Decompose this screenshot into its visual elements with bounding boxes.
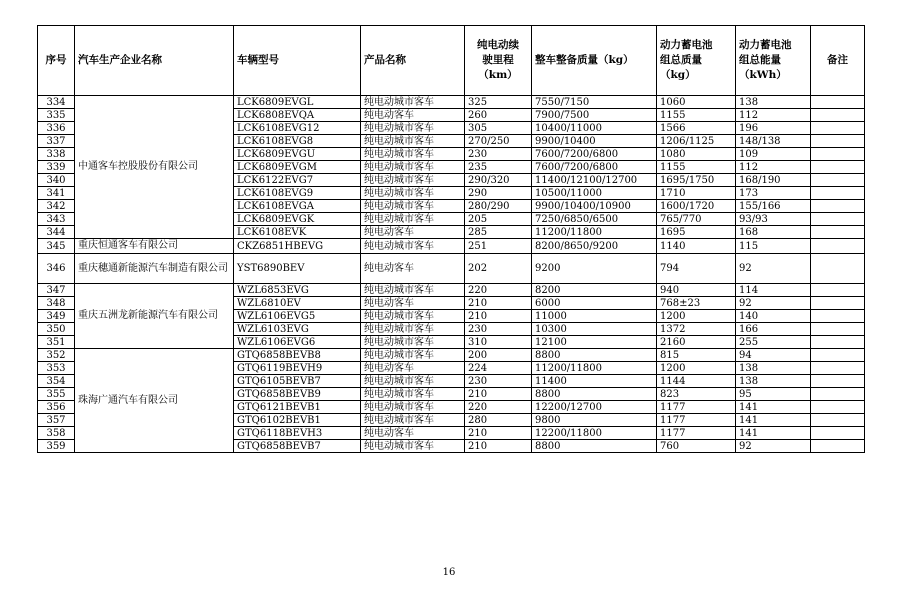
cell-battery-mass: 1710 [657, 187, 736, 200]
cell-battery-energy: 114 [736, 284, 811, 297]
cell-mass: 11400/12100/12700 [532, 174, 657, 187]
cell-battery-energy: 168/190 [736, 174, 811, 187]
cell-battery-mass: 794 [657, 254, 736, 284]
cell-company: 重庆穗通新能源汽车制造有限公司 [75, 254, 234, 284]
cell-range: 210 [465, 427, 532, 440]
cell-battery-energy: 173 [736, 187, 811, 200]
cell-mass: 8800 [532, 388, 657, 401]
cell-seq: 358 [38, 427, 75, 440]
header-mass: 整车整备质量（kg） [532, 26, 657, 96]
cell-range: 305 [465, 122, 532, 135]
cell-model: WZL6106EVG5 [234, 310, 361, 323]
cell-seq: 354 [38, 375, 75, 388]
table-row [38, 349, 865, 362]
cell-note [811, 226, 865, 239]
cell-seq: 357 [38, 414, 75, 427]
cell-note [811, 122, 865, 135]
cell-product: 纯电动城市客车 [361, 401, 465, 414]
cell-battery-mass: 1177 [657, 427, 736, 440]
cell-note [811, 375, 865, 388]
cell-battery-mass: 1372 [657, 323, 736, 336]
cell-product: 纯电动城市客车 [361, 122, 465, 135]
cell-model: LCK6809EVGK [234, 213, 361, 226]
cell-product: 纯电动城市客车 [361, 336, 465, 349]
cell-note [811, 174, 865, 187]
cell-range: 230 [465, 323, 532, 336]
page-number: 16 [442, 567, 456, 578]
cell-product: 纯电动城市客车 [361, 200, 465, 213]
cell-range: 235 [465, 161, 532, 174]
cell-range: 280/290 [465, 200, 532, 213]
cell-battery-energy: 112 [736, 161, 811, 174]
cell-product: 纯电动城市客车 [361, 213, 465, 226]
cell-note [811, 161, 865, 174]
cell-model: GTQ6102BEVB1 [234, 414, 361, 427]
cell-seq: 342 [38, 200, 75, 213]
table-row [38, 284, 865, 297]
cell-battery-energy: 138 [736, 96, 811, 109]
cell-product: 纯电动城市客车 [361, 96, 465, 109]
cell-battery-mass: 1155 [657, 109, 736, 122]
cell-range: 310 [465, 336, 532, 349]
header-battery-energy-line3: （kWh） [739, 69, 787, 81]
cell-mass: 11200/11800 [532, 226, 657, 239]
cell-range: 200 [465, 349, 532, 362]
cell-seq: 337 [38, 135, 75, 148]
cell-mass: 7600/7200/6800 [532, 161, 657, 174]
cell-battery-energy: 168 [736, 226, 811, 239]
header-battery-mass-line2: 组总质量 [660, 54, 702, 66]
cell-mass: 7600/7200/6800 [532, 148, 657, 161]
cell-note [811, 414, 865, 427]
cell-battery-energy: 141 [736, 427, 811, 440]
cell-note [811, 96, 865, 109]
cell-battery-mass: 815 [657, 349, 736, 362]
cell-mass: 7550/7150 [532, 96, 657, 109]
cell-range: 210 [465, 310, 532, 323]
cell-battery-energy: 155/166 [736, 200, 811, 213]
cell-mass: 7250/6850/6500 [532, 213, 657, 226]
header-battery-energy [736, 26, 811, 96]
cell-seq: 343 [38, 213, 75, 226]
cell-battery-energy: 148/138 [736, 135, 811, 148]
cell-battery-energy: 94 [736, 349, 811, 362]
cell-product: 纯电动客车 [361, 427, 465, 440]
cell-product: 纯电动城市客车 [361, 323, 465, 336]
header-battery-energy-line2: 组总能量 [739, 54, 781, 66]
cell-battery-mass: 940 [657, 284, 736, 297]
cell-company: 重庆恒通客车有限公司 [75, 239, 234, 254]
cell-battery-mass: 1140 [657, 239, 736, 254]
cell-range: 205 [465, 213, 532, 226]
cell-range: 210 [465, 440, 532, 453]
cell-model: WZL6106EVG6 [234, 336, 361, 349]
cell-battery-mass: 765/770 [657, 213, 736, 226]
cell-product: 纯电动城市客车 [361, 148, 465, 161]
header-battery-energy-line1: 动力蓄电池 [739, 39, 792, 51]
cell-seq: 338 [38, 148, 75, 161]
cell-mass: 11200/11800 [532, 362, 657, 375]
cell-model: LCK6108EVG9 [234, 187, 361, 200]
cell-product: 纯电动客车 [361, 297, 465, 310]
cell-note [811, 148, 865, 161]
cell-range: 280 [465, 414, 532, 427]
cell-mass: 12200/12700 [532, 401, 657, 414]
cell-note [811, 109, 865, 122]
cell-model: GTQ6858BEVB9 [234, 388, 361, 401]
cell-company: 珠海广通汽车有限公司 [75, 349, 234, 453]
cell-note [811, 254, 865, 284]
cell-seq: 350 [38, 323, 75, 336]
cell-model: GTQ6858BEVB7 [234, 440, 361, 453]
cell-battery-energy: 109 [736, 148, 811, 161]
cell-model: LCK6809EVGU [234, 148, 361, 161]
cell-model: LCK6108EVGA [234, 200, 361, 213]
cell-note [811, 427, 865, 440]
cell-battery-mass: 1566 [657, 122, 736, 135]
cell-battery-energy: 141 [736, 401, 811, 414]
cell-mass: 9800 [532, 414, 657, 427]
cell-product: 纯电动城市客车 [361, 375, 465, 388]
cell-model: WZL6103EVG [234, 323, 361, 336]
cell-model: LCK6108EVG12 [234, 122, 361, 135]
header-range-line3: （km） [478, 69, 518, 81]
cell-battery-mass: 1695/1750 [657, 174, 736, 187]
cell-note [811, 323, 865, 336]
cell-range: 230 [465, 148, 532, 161]
cell-battery-mass: 768±23 [657, 297, 736, 310]
cell-model: GTQ6858BEVB8 [234, 349, 361, 362]
cell-seq: 352 [38, 349, 75, 362]
cell-seq: 335 [38, 109, 75, 122]
table-body [38, 96, 865, 453]
header-product: 产品名称 [361, 26, 465, 96]
cell-battery-mass: 1695 [657, 226, 736, 239]
cell-note [811, 135, 865, 148]
cell-note [811, 349, 865, 362]
cell-battery-energy: 115 [736, 239, 811, 254]
cell-model: GTQ6118BEVH3 [234, 427, 361, 440]
cell-mass: 10400/11000 [532, 122, 657, 135]
cell-mass: 10300 [532, 323, 657, 336]
cell-model: GTQ6121BEVB1 [234, 401, 361, 414]
cell-model: CKZ6851HBEVG [234, 239, 361, 254]
cell-range: 290/320 [465, 174, 532, 187]
cell-note [811, 284, 865, 297]
header-model: 车辆型号 [234, 26, 361, 96]
cell-range: 230 [465, 375, 532, 388]
cell-note [811, 297, 865, 310]
header-battery-mass-line1: 动力蓄电池 [660, 39, 713, 51]
cell-product: 纯电动客车 [361, 254, 465, 284]
cell-product: 纯电动客车 [361, 362, 465, 375]
cell-seq: 344 [38, 226, 75, 239]
cell-product: 纯电动城市客车 [361, 349, 465, 362]
cell-seq: 349 [38, 310, 75, 323]
cell-product: 纯电动城市客车 [361, 414, 465, 427]
cell-battery-mass: 2160 [657, 336, 736, 349]
cell-note [811, 200, 865, 213]
cell-range: 202 [465, 254, 532, 284]
cell-battery-energy: 141 [736, 414, 811, 427]
cell-mass: 11000 [532, 310, 657, 323]
cell-battery-mass: 760 [657, 440, 736, 453]
cell-seq: 347 [38, 284, 75, 297]
cell-product: 纯电动客车 [361, 226, 465, 239]
header-range-line1: 纯电动续 [477, 39, 519, 51]
cell-mass: 9200 [532, 254, 657, 284]
cell-seq: 359 [38, 440, 75, 453]
cell-product: 纯电动城市客车 [361, 174, 465, 187]
header-range-line2: 驶里程 [482, 54, 514, 66]
cell-product: 纯电动城市客车 [361, 239, 465, 254]
cell-product: 纯电动城市客车 [361, 388, 465, 401]
cell-seq: 351 [38, 336, 75, 349]
header-company: 汽车生产企业名称 [75, 26, 234, 96]
cell-model: LCK6808EVQA [234, 109, 361, 122]
cell-mass: 9900/10400/10900 [532, 200, 657, 213]
cell-company: 重庆五洲龙新能源汽车有限公司 [75, 284, 234, 349]
cell-range: 220 [465, 284, 532, 297]
vehicle-catalog-table [37, 25, 865, 453]
cell-model: WZL6810EV [234, 297, 361, 310]
cell-battery-energy: 140 [736, 310, 811, 323]
cell-note [811, 388, 865, 401]
cell-battery-energy: 138 [736, 375, 811, 388]
cell-mass: 12100 [532, 336, 657, 349]
cell-range: 224 [465, 362, 532, 375]
cell-mass: 6000 [532, 297, 657, 310]
cell-note [811, 187, 865, 200]
table-row [38, 254, 865, 284]
cell-battery-energy: 255 [736, 336, 811, 349]
table-row [38, 239, 865, 254]
cell-model: LCK6809EVGL [234, 96, 361, 109]
cell-range: 260 [465, 109, 532, 122]
cell-battery-mass: 1206/1125 [657, 135, 736, 148]
table-row [38, 96, 865, 109]
cell-product: 纯电动城市客车 [361, 284, 465, 297]
cell-model: LCK6809EVGM [234, 161, 361, 174]
cell-seq: 341 [38, 187, 75, 200]
cell-mass: 8200 [532, 284, 657, 297]
cell-battery-mass: 1200 [657, 362, 736, 375]
cell-mass: 8200/8650/9200 [532, 239, 657, 254]
cell-battery-mass: 1200 [657, 310, 736, 323]
cell-seq: 346 [38, 254, 75, 284]
cell-seq: 345 [38, 239, 75, 254]
cell-mass: 9900/10400 [532, 135, 657, 148]
cell-range: 251 [465, 239, 532, 254]
cell-mass: 11400 [532, 375, 657, 388]
cell-battery-energy: 138 [736, 362, 811, 375]
cell-battery-mass: 1600/1720 [657, 200, 736, 213]
cell-mass: 7900/7500 [532, 109, 657, 122]
cell-range: 290 [465, 187, 532, 200]
cell-seq: 336 [38, 122, 75, 135]
table-header-row [38, 26, 865, 96]
cell-range: 210 [465, 297, 532, 310]
cell-seq: 340 [38, 174, 75, 187]
cell-range: 220 [465, 401, 532, 414]
cell-note [811, 310, 865, 323]
cell-seq: 334 [38, 96, 75, 109]
cell-product: 纯电动城市客车 [361, 135, 465, 148]
cell-product: 纯电动城市客车 [361, 440, 465, 453]
header-battery-mass [657, 26, 736, 96]
cell-model: GTQ6105BEVB7 [234, 375, 361, 388]
cell-model: LCK6108EVK [234, 226, 361, 239]
cell-model: WZL6853EVG [234, 284, 361, 297]
cell-company: 中通客车控股股份有限公司 [75, 96, 234, 239]
cell-mass: 12200/11800 [532, 427, 657, 440]
cell-model: GTQ6119BEVH9 [234, 362, 361, 375]
cell-note [811, 213, 865, 226]
cell-range: 285 [465, 226, 532, 239]
cell-range: 210 [465, 388, 532, 401]
cell-range: 325 [465, 96, 532, 109]
cell-note [811, 362, 865, 375]
cell-seq: 348 [38, 297, 75, 310]
cell-product: 纯电动客车 [361, 109, 465, 122]
cell-battery-energy: 166 [736, 323, 811, 336]
cell-battery-energy: 112 [736, 109, 811, 122]
cell-product: 纯电动城市客车 [361, 161, 465, 174]
cell-battery-energy: 93/93 [736, 213, 811, 226]
cell-seq: 355 [38, 388, 75, 401]
cell-mass: 8800 [532, 349, 657, 362]
cell-seq: 356 [38, 401, 75, 414]
cell-note [811, 440, 865, 453]
cell-seq: 339 [38, 161, 75, 174]
cell-product: 纯电动城市客车 [361, 187, 465, 200]
cell-model: YST6890BEV [234, 254, 361, 284]
cell-mass: 10500/11000 [532, 187, 657, 200]
header-note: 备注 [811, 26, 865, 96]
cell-battery-energy: 92 [736, 297, 811, 310]
cell-seq: 353 [38, 362, 75, 375]
cell-note [811, 239, 865, 254]
header-seq: 序号 [38, 26, 75, 96]
cell-battery-mass: 1177 [657, 414, 736, 427]
cell-battery-mass: 1060 [657, 96, 736, 109]
cell-battery-energy: 92 [736, 254, 811, 284]
cell-product: 纯电动城市客车 [361, 310, 465, 323]
header-range [465, 26, 532, 96]
cell-battery-energy: 196 [736, 122, 811, 135]
cell-battery-mass: 1177 [657, 401, 736, 414]
cell-battery-mass: 1144 [657, 375, 736, 388]
cell-battery-mass: 823 [657, 388, 736, 401]
cell-mass: 8800 [532, 440, 657, 453]
cell-note [811, 336, 865, 349]
cell-range: 270/250 [465, 135, 532, 148]
header-battery-mass-line3: （kg） [660, 69, 696, 81]
cell-battery-energy: 92 [736, 440, 811, 453]
cell-battery-mass: 1080 [657, 148, 736, 161]
cell-battery-mass: 1155 [657, 161, 736, 174]
cell-model: LCK6122EVG7 [234, 174, 361, 187]
cell-note [811, 401, 865, 414]
cell-battery-energy: 95 [736, 388, 811, 401]
cell-model: LCK6108EVG8 [234, 135, 361, 148]
